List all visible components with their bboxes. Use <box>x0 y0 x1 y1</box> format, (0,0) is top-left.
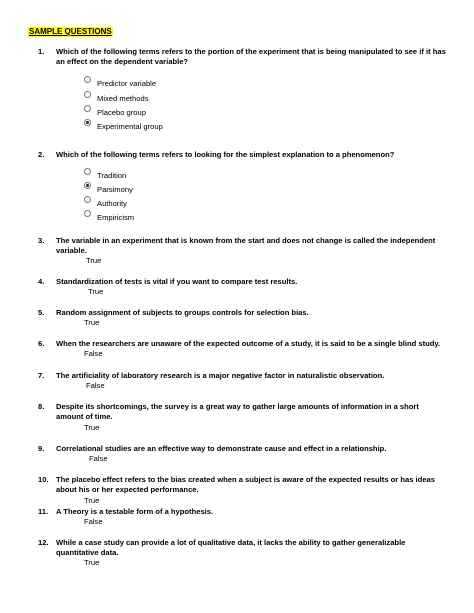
answer-text: False <box>86 381 105 390</box>
question-text: The artificiality of laboratory research is a major negative factor in naturalistic observation. <box>56 371 385 380</box>
answer-text: False <box>89 454 108 463</box>
question-number: 1. <box>38 47 45 56</box>
question-number: 10. <box>38 475 49 484</box>
question-text: Which of the following terms refers to looking for the simplest explanation to a phenomenon? <box>56 150 395 159</box>
option-label: Experimental group <box>97 122 163 131</box>
radio-button[interactable] <box>84 91 91 98</box>
answer-text: True <box>86 256 102 265</box>
question-number: 12. <box>38 538 49 547</box>
answer-text: True <box>84 423 100 432</box>
answer-text: True <box>84 558 100 567</box>
question-number: 4. <box>38 277 45 286</box>
option-label: Mixed methods <box>97 94 149 103</box>
answer-text: False <box>84 517 103 526</box>
question-text: The variable in an experiment that is known from the start and does not change is called the independent variable. <box>56 236 436 255</box>
question-text: The placebo effect refers to the bias created when a subject is aware of the expected results or has ideas about his or her expected performance. <box>56 475 435 494</box>
radio-button[interactable] <box>84 105 91 112</box>
question-text: A Theory is a testable form of a hypothesis. <box>56 507 214 516</box>
question-number: 6. <box>38 339 45 348</box>
question-text: Random assignment of subjects to groups controls for selection bias. <box>56 308 309 317</box>
option-label: Authority <box>97 199 127 208</box>
answer-text: True <box>84 318 100 327</box>
radio-button[interactable] <box>84 76 91 83</box>
option-label: Placebo group <box>97 108 146 117</box>
option-label: Tradition <box>97 171 127 180</box>
radio-button[interactable] <box>84 168 91 175</box>
radio-button[interactable] <box>84 210 91 217</box>
option-label: Empiricism <box>97 213 135 222</box>
question-text: While a case study can provide a lot of qualitative data, it lacks the ability to gather generalizable quantitative data. <box>56 538 406 557</box>
page-title: SAMPLE QUESTIONS <box>29 27 112 36</box>
question-number: 2. <box>38 150 45 159</box>
answer-text: False <box>84 349 103 358</box>
radio-button-selected[interactable] <box>84 182 91 189</box>
question-number: 3. <box>38 236 45 245</box>
option-label: Parsimony <box>97 185 133 194</box>
question-number: 5. <box>38 308 45 317</box>
question-text: Despite its shortcomings, the survey is a great way to gather large amounts of information in a short amount of time. <box>56 402 419 421</box>
question-number: 8. <box>38 402 45 411</box>
question-number: 7. <box>38 371 45 380</box>
option-label: Predictor variable <box>97 79 157 88</box>
question-text: Correlational studies are an effective way to demonstrate cause and effect in a relationship. <box>56 444 387 453</box>
question-number: 11. <box>38 507 49 516</box>
question-text: Which of the following terms refers to the portion of the experiment that is being manipulated to see if it has an effect on the dependent variable? <box>56 47 446 66</box>
question-text: When the researchers are unaware of the expected outcome of a study, it is said to be a single blind study. <box>56 339 441 348</box>
question-number: 9. <box>38 444 45 453</box>
radio-button[interactable] <box>84 196 91 203</box>
answer-text: True <box>88 287 104 296</box>
answer-text: True <box>84 496 100 505</box>
radio-button-selected[interactable] <box>84 119 91 126</box>
question-text: Standardization of tests is vital if you want to compare test results. <box>56 277 298 286</box>
